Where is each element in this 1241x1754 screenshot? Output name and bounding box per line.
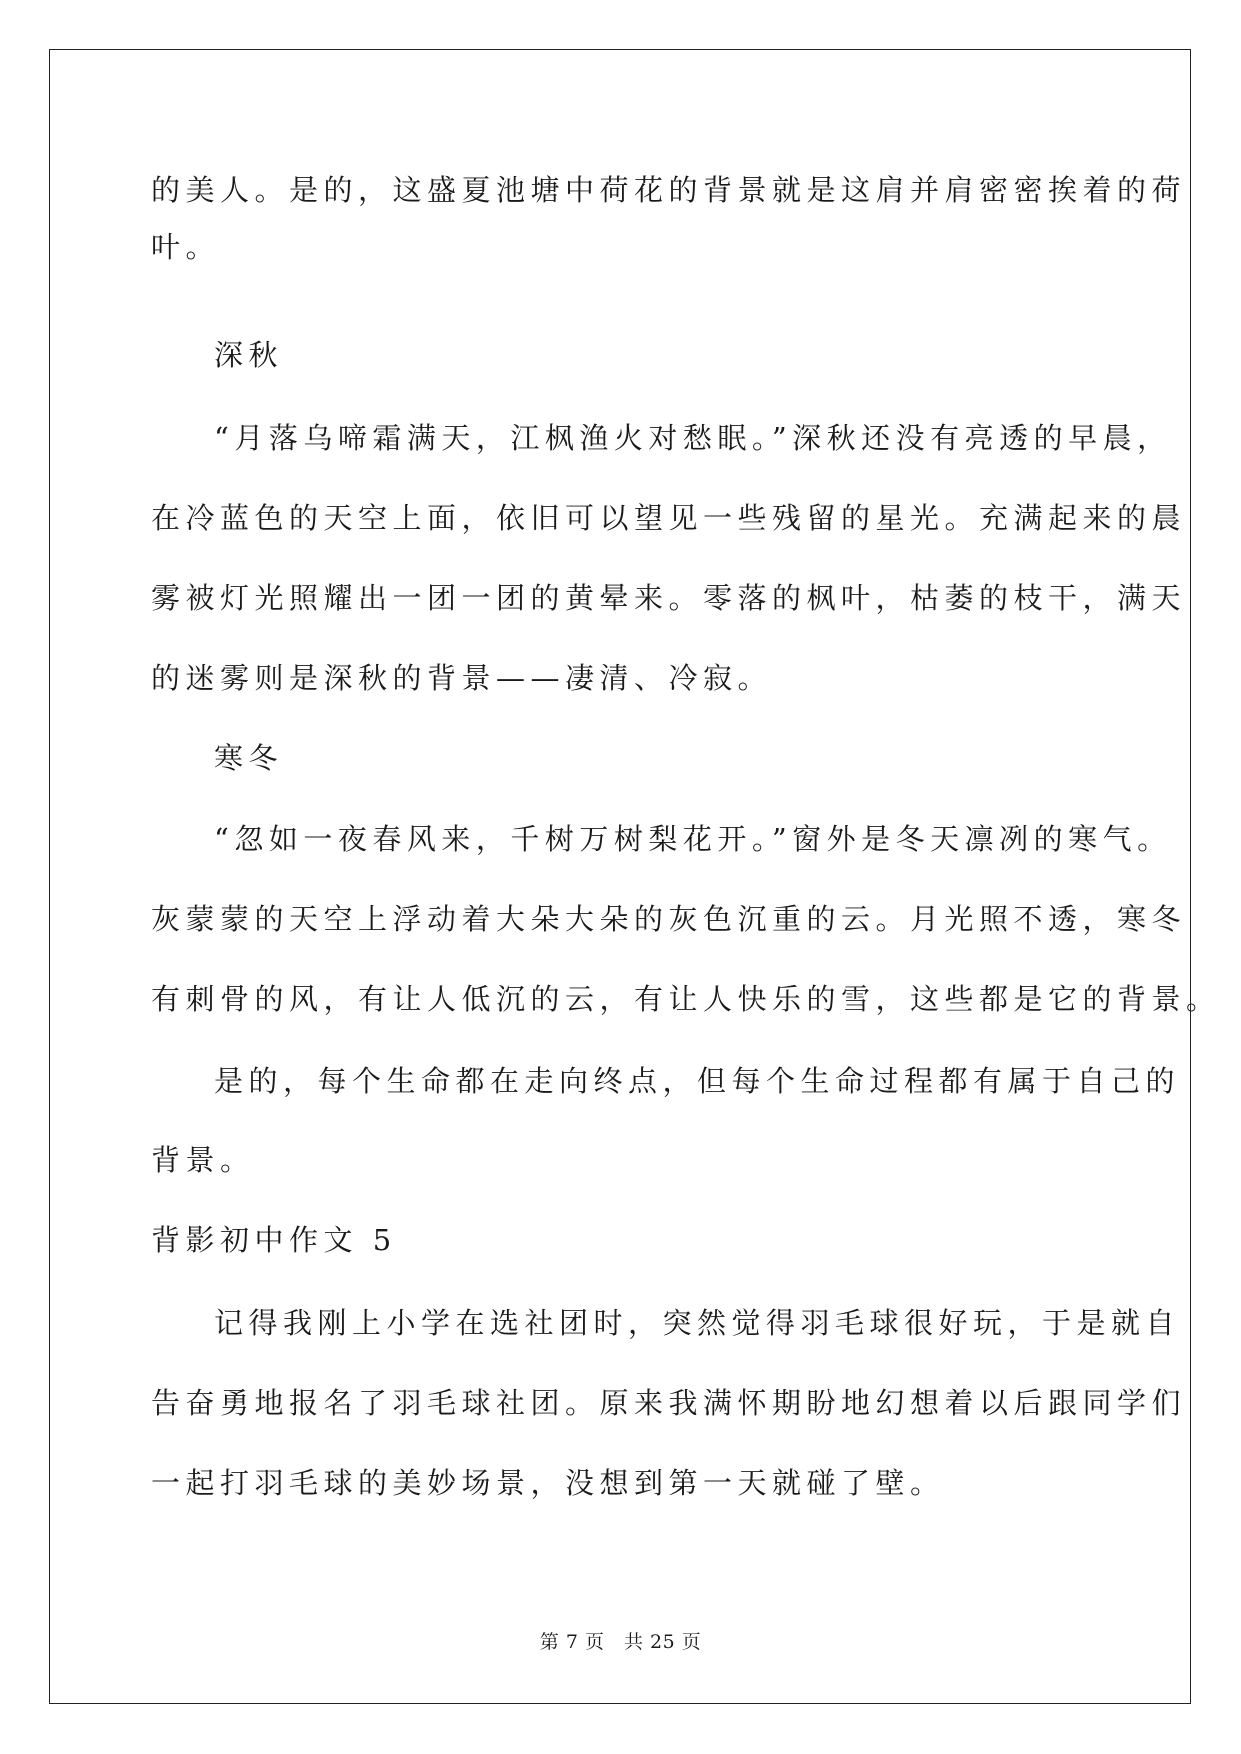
paragraph-line: “月落乌啼霜满天，江枫渔火对愁眠。”深秋还没有亮透的早晨， — [214, 421, 1172, 455]
section-heading-winter: 寒冬 — [214, 741, 284, 775]
paragraph-line: “忽如一夜春风来，千树万树梨花开。”窗外是冬天凛冽的寒气。 — [214, 822, 1172, 856]
paragraph-line: 的美人。是的，这盛夏池塘中荷花的背景就是这肩并肩密密挨着的荷 — [151, 173, 1187, 207]
essay-title: 背影初中作文 5 — [151, 1223, 397, 1257]
page-number-footer: 第 7 页 共 25 页 — [539, 1631, 702, 1653]
section-heading-autumn: 深秋 — [214, 338, 284, 372]
paragraph-line: 记得我刚上小学在选社团时，突然觉得羽毛球很好玩，于是就自 — [214, 1306, 1181, 1340]
paragraph-line: 是的，每个生命都在走向终点，但每个生命过程都有属于自己的 — [214, 1064, 1181, 1098]
paragraph-line: 灰蒙蒙的天空上浮动着大朵大朵的灰色沉重的云。月光照不透，寒冬 — [151, 902, 1187, 936]
paragraph-line: 有刺骨的风，有让人低沉的云，有让人快乐的雪，这些都是它的背景。 — [151, 982, 1221, 1016]
paragraph-line: 背景。 — [151, 1143, 255, 1177]
paragraph-line: 一起打羽毛球的美妙场景，没想到第一天就碰了壁。 — [151, 1466, 945, 1500]
page-border — [49, 49, 1191, 1704]
paragraph-line: 在冷蓝色的天空上面，依旧可以望见一些残留的星光。充满起来的晨 — [151, 501, 1187, 535]
paragraph-line: 告奋勇地报名了羽毛球社团。原来我满怀期盼地幻想着以后跟同学们 — [151, 1386, 1187, 1420]
paragraph-line: 雾被灯光照耀出一团一团的黄晕来。零落的枫叶，枯萎的枝干，满天 — [151, 581, 1187, 615]
paragraph-line: 的迷雾则是深秋的背景——凄清、冷寂。 — [151, 661, 773, 695]
paragraph-line: 叶。 — [151, 230, 221, 264]
